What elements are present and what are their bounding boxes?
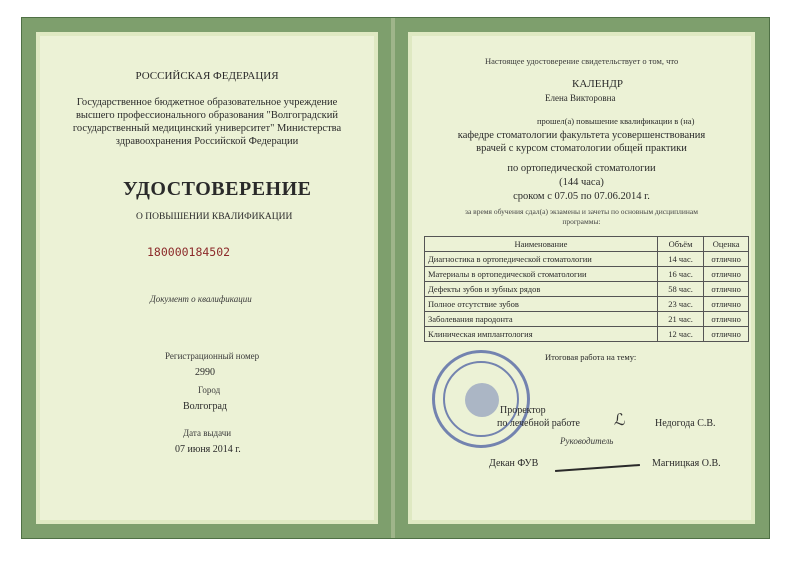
subject-name: Полное отсутствие зубов	[425, 297, 658, 312]
study-period: сроком с 07.05 по 07.06.2014 г.	[513, 191, 650, 202]
exams-note-line-1: за время обучения сдал(а) экзамены и зачеты по основным дисциплинам	[465, 207, 698, 216]
page-fold	[391, 18, 395, 538]
signer1-title-line-2: по лечебной работе	[497, 418, 580, 429]
subject-hours: 58 час.	[657, 282, 703, 297]
table-row	[425, 327, 749, 342]
subject-hours: 21 час.	[657, 312, 703, 327]
holder-given-names: Елена Викторовна	[545, 93, 616, 103]
institution-line-4: здравоохранения Российской Федерации	[115, 136, 299, 147]
signer2-role: Руководитель	[560, 436, 614, 446]
column-header-hours: Объём	[657, 237, 703, 252]
document-type-note: Документ о квалификации	[150, 294, 252, 304]
subject-grade: отлично	[704, 282, 749, 297]
subject-name: Материалы в ортопедической стоматологии	[425, 267, 658, 282]
subjects-table	[424, 236, 749, 342]
registration-number-label: Регистрационный номер	[165, 351, 260, 361]
signer2-title: Декан ФУВ	[489, 458, 539, 469]
intro-text: Настоящее удостоверение свидетельствует о том, что	[485, 56, 679, 66]
seal-emblem	[465, 383, 499, 417]
country-name: РОССИЙСКАЯ ФЕДЕРАЦИЯ	[135, 70, 279, 82]
program-line-2: врачей с курсом стоматологии общей практики	[476, 143, 687, 154]
completed-text: прошел(а) повышение квалификации в (на)	[537, 116, 695, 126]
program-line-4: (144 часа)	[559, 177, 604, 188]
table-row	[425, 267, 749, 282]
subject-hours: 16 час.	[657, 267, 703, 282]
subject-hours: 23 час.	[657, 297, 703, 312]
column-header-grade: Оценка	[704, 237, 749, 252]
institution-line-2: высшего профессионального образования "Волгоградский	[75, 110, 339, 121]
program-line-3: по ортопедической стоматологии	[507, 163, 656, 174]
signer1-signature-mark: ℒ	[614, 412, 626, 429]
exams-note-line-2: программы:	[562, 217, 601, 226]
subject-grade: отлично	[704, 297, 749, 312]
registration-number: 2990	[195, 367, 215, 378]
institution-line-3: государственный медицинский университет" Министерства	[72, 123, 342, 134]
table-header-row	[425, 237, 749, 252]
subject-name: Заболевания пародонта	[425, 312, 658, 327]
subject-grade: отлично	[704, 327, 749, 342]
subject-hours: 14 час.	[657, 252, 703, 267]
city-name: Волгоград	[183, 401, 228, 412]
institution-line-1: Государственное бюджетное образовательное учреждение	[76, 97, 338, 108]
subject-name: Клиническая имплантология	[425, 327, 658, 342]
table-row	[425, 282, 749, 297]
final-work-label: Итоговая работа на тему:	[545, 352, 637, 362]
signer2-name: Магницкая О.В.	[652, 458, 721, 469]
signer1-title-line-1: Проректор	[500, 405, 546, 416]
document-title: УДОСТОВЕРЕНИЕ	[123, 178, 312, 200]
signer1-name: Недогода С.В.	[655, 418, 716, 429]
serial-number: 180000184502	[147, 245, 231, 259]
holder-surname: КАЛЕНДР	[572, 78, 624, 90]
subject-name: Диагностика в ортопедической стоматологии	[425, 252, 658, 267]
subject-grade: отлично	[704, 267, 749, 282]
program-line-1: кафедре стоматологии факультета усовершенствования	[457, 130, 706, 141]
document-subtitle: О ПОВЫШЕНИИ КВАЛИФИКАЦИИ	[136, 212, 293, 222]
table-row	[425, 252, 749, 267]
column-header-name: Наименование	[425, 237, 658, 252]
university-seal	[432, 350, 530, 448]
table-row	[425, 297, 749, 312]
city-label: Город	[198, 385, 221, 395]
subject-grade: отлично	[704, 252, 749, 267]
subject-grade: отлично	[704, 312, 749, 327]
issue-date-label: Дата выдачи	[183, 428, 232, 438]
subject-name: Дефекты зубов и зубных рядов	[425, 282, 658, 297]
table-row	[425, 312, 749, 327]
subject-hours: 12 час.	[657, 327, 703, 342]
issue-date: 07 июня 2014 г.	[175, 444, 241, 455]
